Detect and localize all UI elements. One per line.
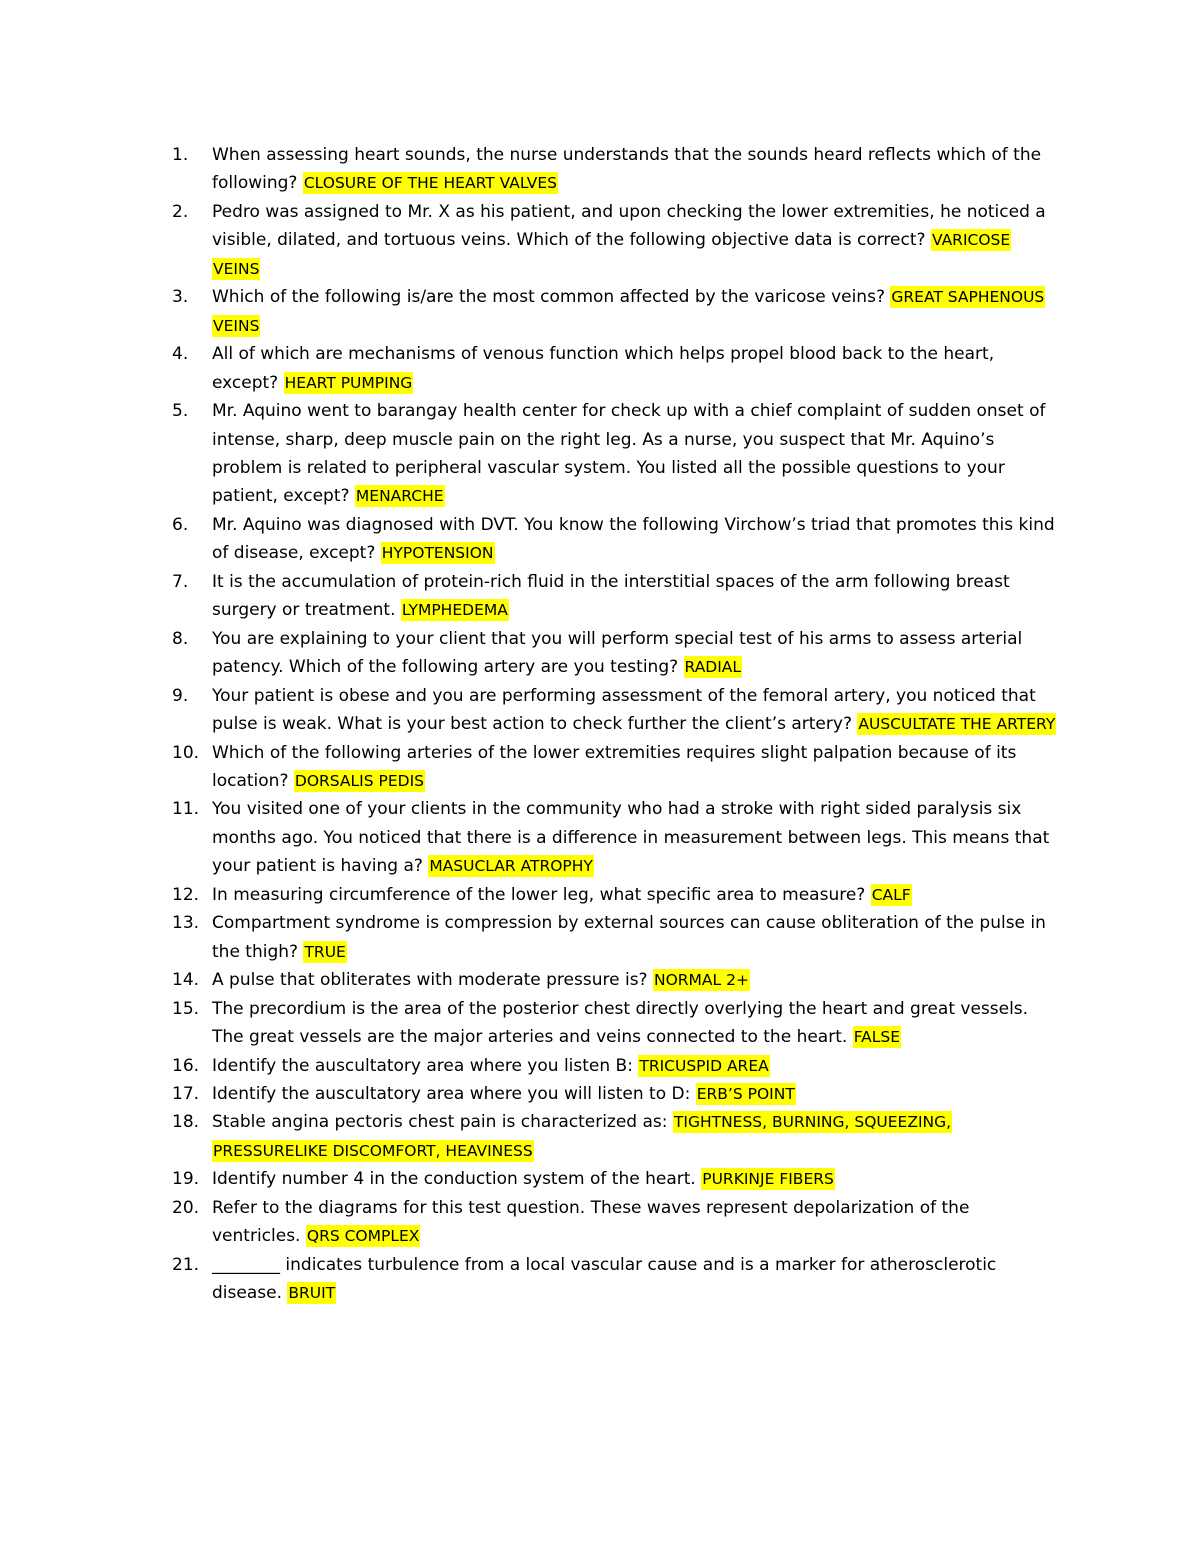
answer-highlight: MASUCLAR ATROPHY [429, 857, 593, 876]
question-text: Mr. Aquino was diagnosed with DVT. You know the following Virchow’s triad that promotes this kind of disease, except? [212, 514, 1055, 564]
question-number: 11. [172, 799, 200, 820]
answer-highlight: BRUIT [288, 1284, 336, 1303]
question-text: A pulse that obliterates with moderate pressure is? [212, 970, 653, 991]
question-number: 20. [172, 1197, 200, 1218]
question-item [172, 198, 1062, 283]
answer-highlight: TRICUSPID AREA [639, 1056, 769, 1075]
question-item [172, 625, 1062, 682]
question-number: 1. [172, 145, 189, 165]
question-number: 12. [172, 884, 200, 905]
answer-highlight: HYPOTENSION [381, 544, 494, 563]
answer-highlight: RADIAL [684, 658, 742, 677]
question-text: Compartment syndrome is compression by external sources can cause obliteration of the pulse in the thigh? [212, 913, 1046, 962]
question-text: You are explaining to your client that you will perform special test of his arms to assess arterial patency. Which of the following artery are you testing? [212, 628, 1023, 678]
question-item [172, 283, 1062, 340]
question-item [172, 881, 1062, 909]
answer-highlight: CALF [871, 885, 911, 904]
question-number: 17. [172, 1083, 200, 1104]
question-text: Your patient is obese and you are performing assessment of the femoral artery, you noticed that pulse is weak. What is your best action to check further the client’s artery? [212, 685, 1036, 735]
question-item [172, 340, 1062, 397]
question-item [172, 995, 1062, 1052]
question-number: 15. [172, 998, 200, 1019]
question-text: When assessing heart sounds, the nurse understands that the sounds heard reflects which of the following? [212, 145, 1042, 194]
question-item [172, 909, 1062, 966]
answer-highlight: MENARCHE [355, 487, 444, 506]
question-text: You visited one of your clients in the community who had a stroke with right sided paralysis six months ago. You noticed that there is a difference in measurement between legs. This means that your patient is having a? [212, 799, 1050, 877]
question-text: In measuring circumference of the lower leg, what specific area to measure? [212, 884, 871, 905]
question-text: It is the accumulation of protein-rich fluid in the interstitial spaces of the arm following breast surgery or treatment. [212, 571, 1010, 621]
question-item [172, 966, 1062, 994]
question-item [172, 511, 1062, 568]
question-number: 16. [172, 1055, 200, 1076]
question-item [172, 739, 1062, 796]
answer-highlight: HEART PUMPING [284, 373, 413, 392]
answer-highlight: TIGHTNESS, BURNING, SQUEEZING, PRESSURELIKE DISCOMFORT, HEAVINESS [213, 1113, 952, 1160]
question-item [172, 1052, 1062, 1080]
question-item [172, 795, 1062, 880]
question-number: 4. [172, 344, 189, 365]
question-number: 2. [172, 201, 189, 222]
question-item [172, 1080, 1062, 1108]
answer-highlight: VARICOSE VEINS [213, 231, 1011, 278]
answer-highlight: LYMPHEDEMA [401, 601, 508, 620]
answer-highlight: AUSCULTATE THE ARTERY [858, 715, 1056, 734]
question-text: Which of the following is/are the most common affected by the varicose veins? [212, 287, 891, 308]
question-number: 18. [172, 1112, 200, 1133]
answer-highlight: NORMAL 2+ [653, 971, 749, 990]
question-number: 21. [172, 1254, 200, 1275]
question-number: 7. [172, 571, 189, 592]
question-number: 10. [172, 742, 200, 763]
question-number: 9. [172, 685, 189, 706]
question-text: Stable angina pectoris chest pain is characterized as: [212, 1112, 673, 1133]
answer-highlight: DORSALIS PEDIS [294, 771, 424, 790]
question-item [172, 141, 1062, 198]
question-number: 5. [172, 401, 189, 422]
answer-highlight: GREAT SAPHENOUS VEINS [213, 288, 1045, 335]
question-item [172, 1108, 1062, 1165]
question-text: The precordium is the area of the posterior chest directly overlying the heart and great vessels. The great vessels are the major arteries and veins connected to the heart. [212, 998, 1029, 1048]
question-text: Identify the auscultatory area where you listen B: [212, 1055, 639, 1076]
question-text: Refer to the diagrams for this test question. These waves represent depolarization of the ventricles. [212, 1197, 970, 1247]
question-text: Pedro was assigned to Mr. X as his patient, and upon checking the lower extremities, he noticed a visible, dilated, and tortuous veins. Which of the following objective data is correct? [212, 201, 1046, 251]
question-item [172, 1194, 1062, 1251]
question-item [172, 568, 1062, 625]
question-item [172, 1251, 1062, 1308]
answer-highlight: QRS COMPLEX [306, 1227, 420, 1246]
answer-highlight: CLOSURE OF THE HEART VALVES [303, 174, 557, 193]
question-text: ________ indicates turbulence from a local vascular cause and is a marker for atherosclerotic disease. [212, 1254, 997, 1304]
question-item [172, 1165, 1062, 1193]
question-number: 3. [172, 287, 189, 308]
answer-highlight: FALSE [853, 1028, 901, 1047]
question-number: 19. [172, 1169, 200, 1190]
question-text: All of which are mechanisms of venous function which helps propel blood back to the heart, except? [212, 344, 995, 393]
question-number: 14. [172, 970, 200, 991]
question-text: Identify number 4 in the conduction system of the heart. [212, 1169, 702, 1190]
answer-highlight: ERB’S POINT [696, 1084, 795, 1103]
answer-highlight: PURKINJE FIBERS [702, 1170, 834, 1189]
question-item [172, 682, 1062, 739]
question-number: 6. [172, 514, 189, 535]
question-text: Mr. Aquino went to barangay health center for check up with a chief complaint of sudden onset of intense, sharp, deep muscle pain on the right leg. As a nurse, you suspect that Mr. Aquino’s problem is related to peripheral vascular system. You listed all the possible questions to your patient, except? [212, 401, 1046, 507]
answer-highlight: TRUE [304, 942, 346, 961]
question-text: Which of the following arteries of the lower extremities requires slight palpation because of its location? [212, 742, 1017, 791]
question-list [172, 141, 1062, 1308]
question-number: 13. [172, 913, 200, 934]
question-number: 8. [172, 628, 189, 649]
question-text: Identify the auscultatory area where you will listen to D: [212, 1083, 696, 1104]
question-item [172, 397, 1062, 511]
